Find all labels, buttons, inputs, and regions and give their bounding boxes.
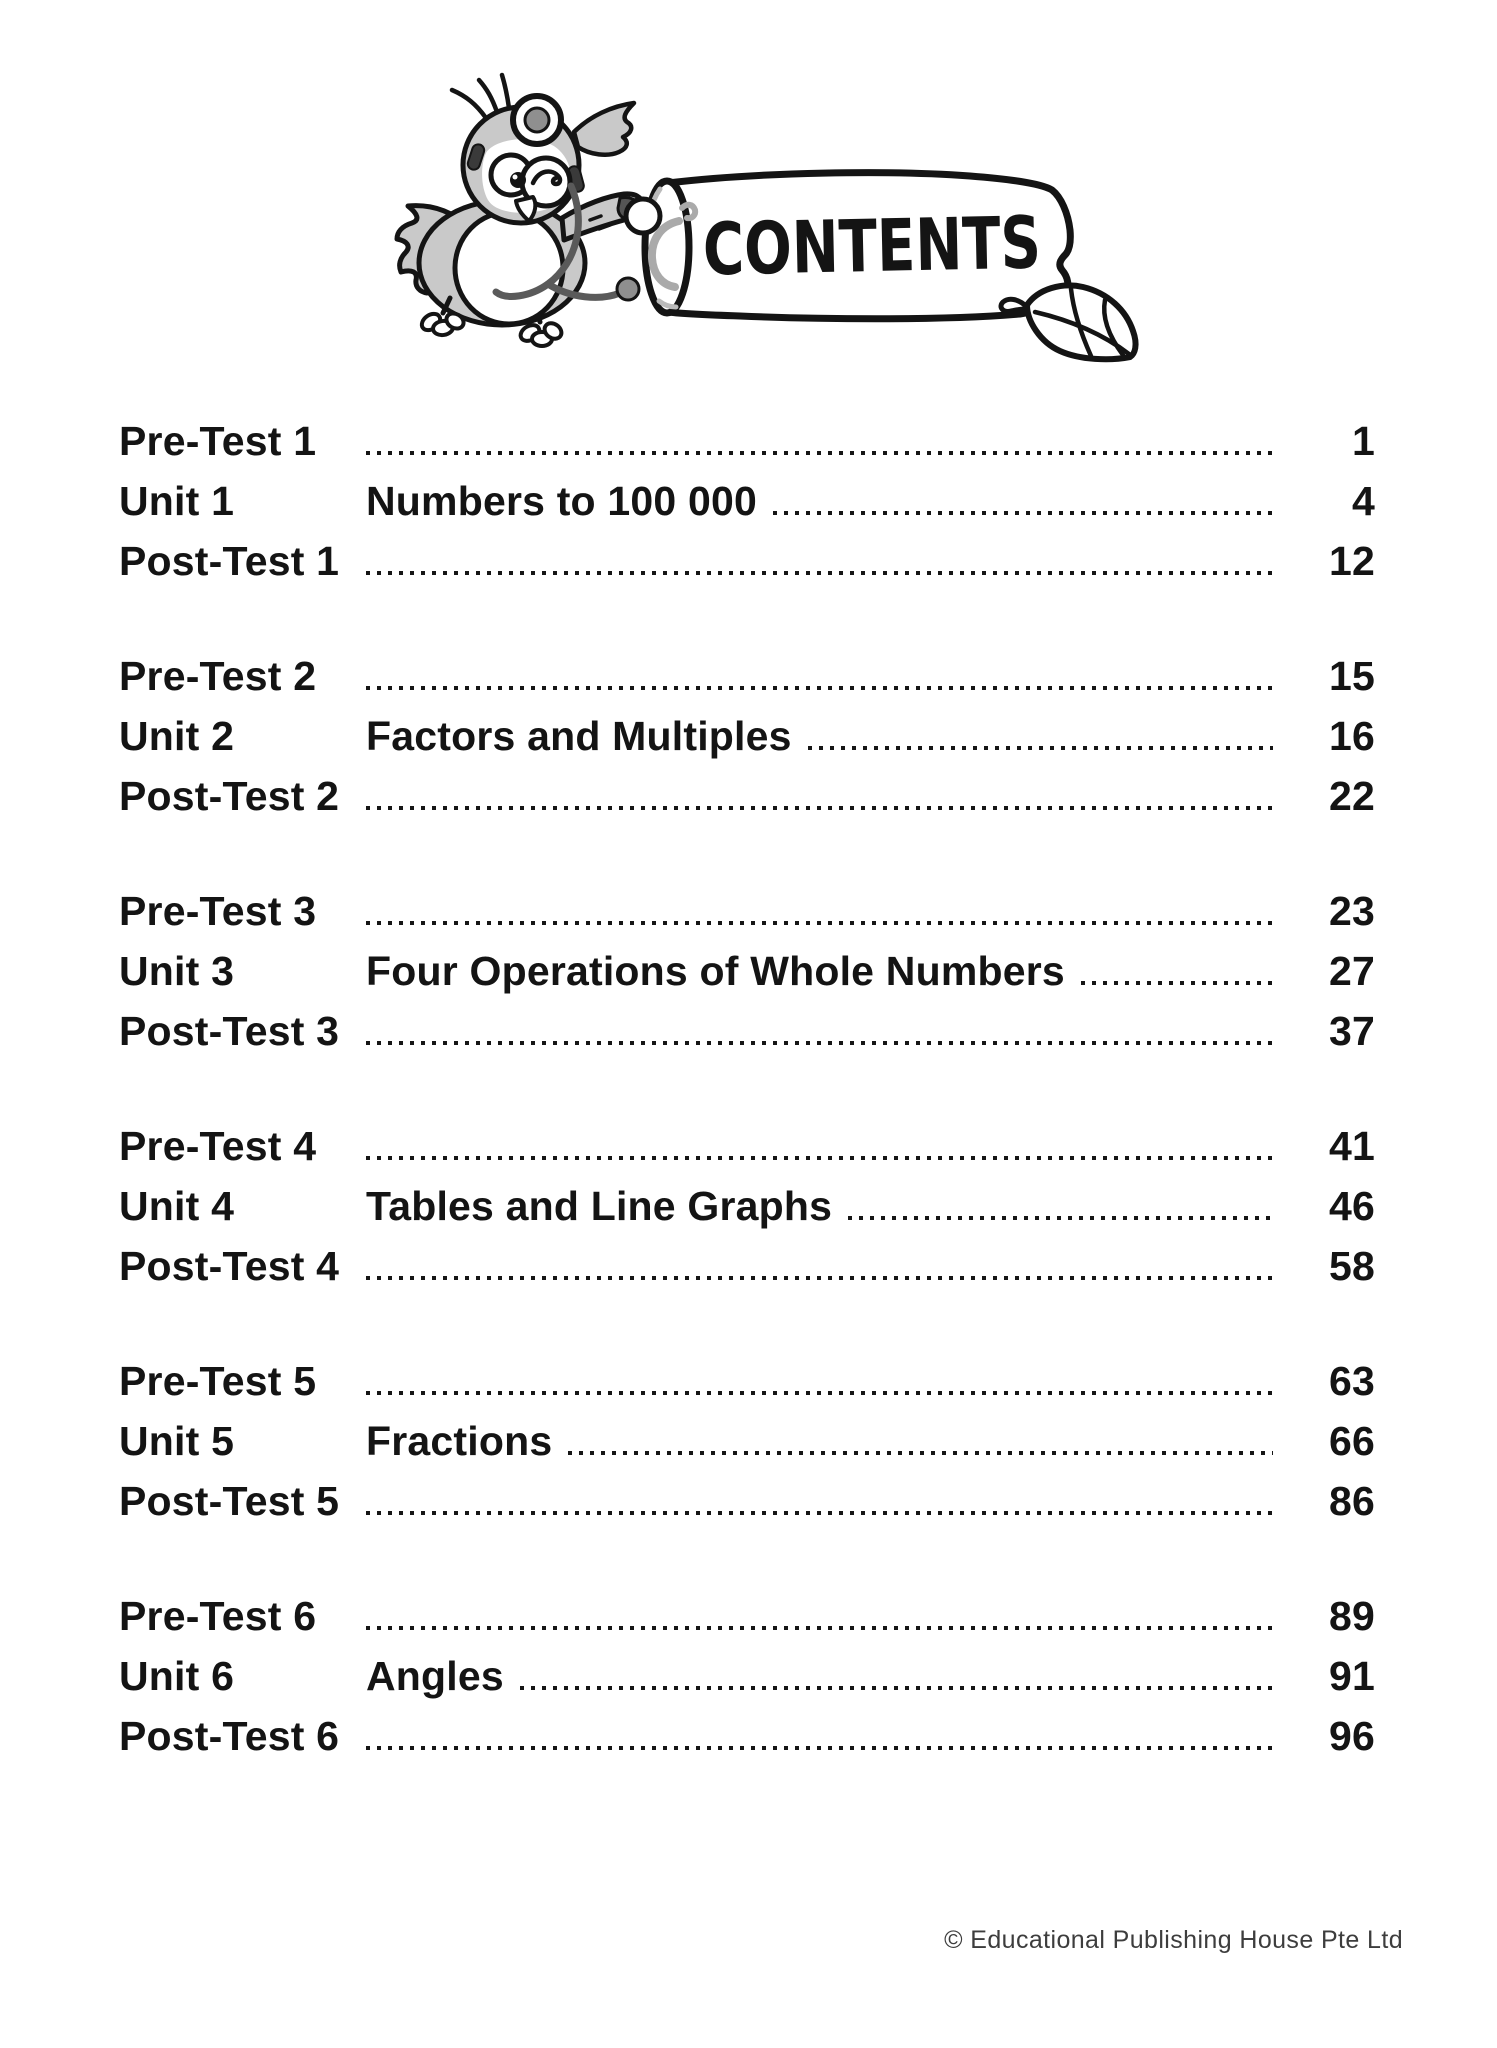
toc-entry xyxy=(119,1358,1375,1418)
toc-dot-leader xyxy=(366,571,1273,575)
toc-entry xyxy=(119,773,1375,833)
toc-dot-leader xyxy=(366,1391,1273,1395)
toc-entry-label: Pre-Test 5 xyxy=(119,1358,317,1404)
toc-entry xyxy=(119,1478,1375,1538)
toc-entry xyxy=(119,713,1375,773)
toc-entry-page: 12 xyxy=(1328,538,1375,584)
toc-entry-page: 27 xyxy=(1328,948,1375,994)
toc-entry xyxy=(119,1123,1375,1183)
toc-entry-label: Pre-Test 2 xyxy=(119,653,317,699)
toc-dot-leader xyxy=(848,1216,1273,1220)
toc-entry-page: 91 xyxy=(1328,1653,1375,1699)
toc-entry xyxy=(119,888,1375,948)
stethoscope-chestpiece xyxy=(617,278,639,300)
toc-entry-title: Angles xyxy=(366,1653,504,1699)
toc-entry-label: Unit 6 xyxy=(119,1653,235,1699)
toc-entry-page: 22 xyxy=(1328,773,1375,819)
toc-dot-leader xyxy=(568,1451,1273,1455)
table-of-contents xyxy=(119,418,1375,1828)
toc-entry-page: 66 xyxy=(1328,1418,1375,1464)
toc-dot-leader xyxy=(366,921,1273,925)
toc-entry-label: Unit 2 xyxy=(119,713,235,759)
toc-entry-page: 16 xyxy=(1328,713,1375,759)
toc-dot-leader xyxy=(520,1686,1273,1690)
toc-entry-title: Numbers to 100 000 xyxy=(366,478,757,524)
toc-group-2 xyxy=(119,653,1375,833)
toc-entry xyxy=(119,478,1375,538)
toc-dot-leader xyxy=(366,1041,1273,1045)
toc-entry xyxy=(119,1653,1375,1713)
toc-entry-page: 1 xyxy=(1351,418,1375,464)
toc-entry xyxy=(119,1713,1375,1773)
toc-group-4 xyxy=(119,1123,1375,1303)
toc-group-6 xyxy=(119,1593,1375,1773)
toc-entry-label: Post-Test 1 xyxy=(119,538,340,584)
banner-title: CONTENTS xyxy=(702,198,1138,292)
toc-dot-leader xyxy=(808,746,1273,750)
toc-entry-label: Post-Test 3 xyxy=(119,1008,340,1054)
toc-dot-leader xyxy=(366,1746,1273,1750)
toc-entry-page: 15 xyxy=(1328,653,1375,699)
toc-entry-title: Four Operations of Whole Numbers xyxy=(366,948,1065,994)
toc-group-5 xyxy=(119,1358,1375,1538)
toc-entry-page: 58 xyxy=(1328,1243,1375,1289)
toc-entry xyxy=(119,1183,1375,1243)
toc-entry-page: 4 xyxy=(1351,478,1375,524)
toc-group-3 xyxy=(119,888,1375,1068)
toc-entry-page: 37 xyxy=(1328,1008,1375,1054)
toc-entry-label: Unit 5 xyxy=(119,1418,235,1464)
toc-dot-leader xyxy=(1081,981,1273,985)
toc-entry-title: Factors and Multiples xyxy=(366,713,792,759)
toc-dot-leader xyxy=(366,686,1273,690)
toc-entry xyxy=(119,948,1375,1008)
toc-entry-label: Pre-Test 1 xyxy=(119,418,317,464)
toc-entry-label: Post-Test 4 xyxy=(119,1243,340,1289)
toc-entry-label: Post-Test 2 xyxy=(119,773,340,819)
toc-entry-page: 46 xyxy=(1328,1183,1375,1229)
toc-dot-leader xyxy=(366,1626,1273,1630)
owl-hand-knob xyxy=(626,199,660,233)
toc-group-1 xyxy=(119,418,1375,598)
toc-entry-page: 89 xyxy=(1328,1593,1375,1639)
toc-entry xyxy=(119,1243,1375,1303)
owl-right-tuft xyxy=(574,103,634,155)
toc-dot-leader xyxy=(366,806,1273,810)
toc-entry-page: 41 xyxy=(1328,1123,1375,1169)
toc-entry-label: Unit 3 xyxy=(119,948,235,994)
toc-entry-label: Pre-Test 4 xyxy=(119,1123,317,1169)
toc-entry-label: Post-Test 6 xyxy=(119,1713,340,1759)
toc-entry-title: Fractions xyxy=(366,1418,553,1464)
toc-entry-label: Unit 1 xyxy=(119,478,235,524)
toc-dot-leader xyxy=(366,1156,1273,1160)
toc-dot-leader xyxy=(366,1511,1273,1515)
toc-entry-label: Pre-Test 6 xyxy=(119,1593,317,1639)
toc-entry-label: Unit 4 xyxy=(119,1183,235,1229)
toc-dot-leader xyxy=(366,1276,1273,1280)
toc-entry xyxy=(119,1008,1375,1068)
header-illustration xyxy=(290,58,1190,370)
toc-entry-page: 86 xyxy=(1328,1478,1375,1524)
toc-entry-page: 23 xyxy=(1328,888,1375,934)
toc-dot-leader xyxy=(773,511,1273,515)
toc-entry-page: 96 xyxy=(1328,1713,1375,1759)
contents-banner xyxy=(645,173,1136,360)
copyright-footer: © Educational Publishing House Pte Ltd xyxy=(944,1926,1403,1954)
toc-entry-label: Post-Test 5 xyxy=(119,1478,340,1524)
toc-entry xyxy=(119,418,1375,478)
owl-bib xyxy=(455,212,563,324)
toc-entry-title: Tables and Line Graphs xyxy=(366,1183,833,1229)
toc-entry xyxy=(119,1593,1375,1653)
owl-mascot xyxy=(397,75,660,346)
toc-entry xyxy=(119,1418,1375,1478)
toc-entry-page: 63 xyxy=(1328,1358,1375,1404)
toc-entry xyxy=(119,538,1375,598)
toc-entry xyxy=(119,653,1375,713)
toc-dot-leader xyxy=(366,451,1273,455)
toc-entry-label: Pre-Test 3 xyxy=(119,888,317,934)
